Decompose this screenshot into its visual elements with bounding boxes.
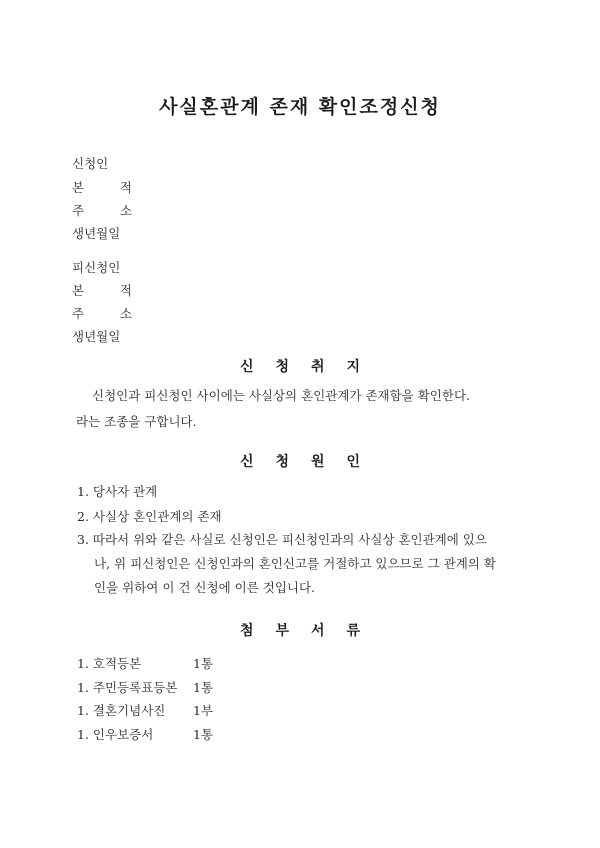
attachment-name: 1. 결혼기념사진	[77, 703, 166, 718]
respondent-address: 주 소	[72, 306, 132, 321]
attachment-name: 1. 호적등본	[77, 656, 142, 671]
applicant-address: 주 소	[72, 203, 132, 218]
attachment-qty: 1통	[193, 727, 214, 742]
attachment-name: 1. 주민등록표등본	[77, 680, 178, 695]
cause-heading: 신청원인	[239, 454, 383, 470]
purpose-line-2: 라는 조종을 구합니다.	[76, 414, 197, 429]
attachment-row	[77, 678, 213, 696]
applicant-heading: 신청인	[72, 156, 109, 171]
cause-item-3-continued-1: 나, 위 피신청인은 신청인과의 혼인신고를 거절하고 있으므로 그 관계의 확	[94, 556, 496, 571]
attachment-row	[77, 701, 213, 719]
respondent-domicile: 본 적	[72, 283, 132, 298]
purpose-heading: 신청취지	[239, 359, 383, 375]
attachment-qty: 1통	[193, 656, 214, 671]
purpose-line-1: 신청인과 피신청인 사이에는 사실상의 혼인관계가 존재함을 확인한다.	[92, 388, 470, 403]
attachment-row	[77, 654, 213, 672]
applicant-birthdate: 생년월일	[72, 226, 121, 241]
applicant-domicile: 본 적	[72, 180, 132, 195]
attachment-qty: 1부	[193, 703, 214, 718]
cause-item-3: 3. 따라서 위와 같은 사실로 신청인은 피신청인과의 사실상 혼인관계에 있으	[77, 532, 487, 547]
respondent-birthdate: 생년월일	[72, 329, 121, 344]
cause-item-3-continued-2: 인을 위하여 이 건 신청에 이른 것입니다.	[94, 580, 316, 595]
cause-item-2: 2. 사실상 혼인관계의 존재	[77, 509, 222, 524]
attachment-name: 1. 인우보증서	[77, 727, 154, 742]
document-title: 사실혼관계 존재 확인조정신청	[159, 96, 441, 118]
attachment-qty: 1통	[193, 680, 214, 695]
attachment-row	[77, 725, 213, 743]
attachments-heading: 첨부서류	[239, 623, 383, 639]
respondent-heading: 피신청인	[72, 260, 121, 275]
cause-item-1: 1. 당사자 관계	[77, 484, 158, 499]
